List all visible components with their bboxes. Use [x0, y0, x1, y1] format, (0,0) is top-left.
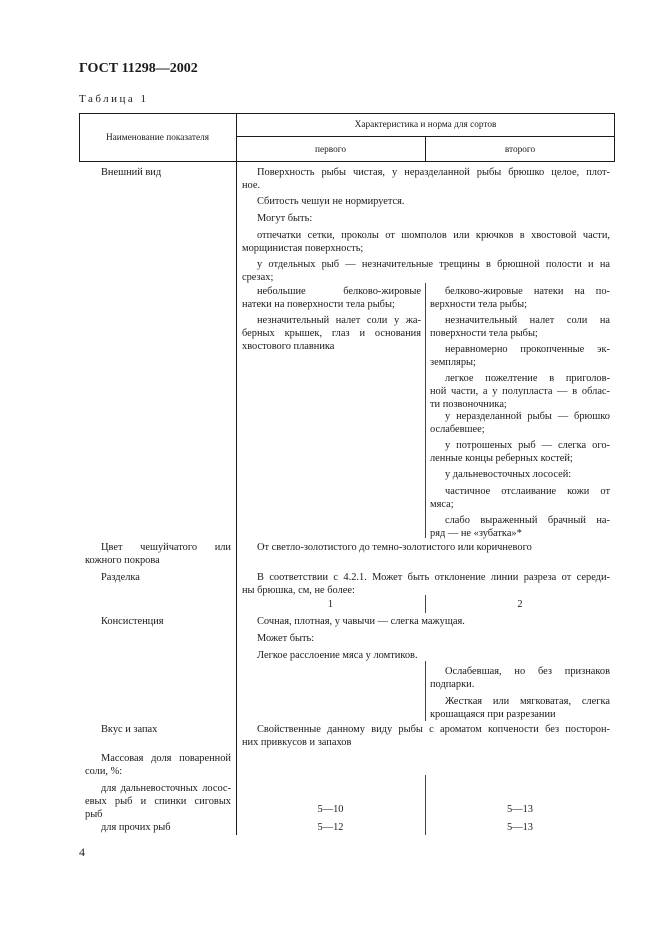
cutting-second-grade: 2	[517, 599, 523, 610]
column-header-characteristic: Характеристика и норма для сортов	[354, 120, 497, 130]
consistency-second-grade: Ослабевшая, но без признаков	[445, 666, 610, 677]
appearance-text: у отдельных рыб — незначительные трещины в брюшной полости и на	[257, 259, 610, 270]
cutting-value: ны брюшка, см, не более:	[242, 585, 355, 596]
second-grade-text: верхности тела рыбы;	[430, 299, 528, 310]
second-grade-text: ослабевшее;	[430, 424, 485, 435]
salt-first-grade-value: 5—12	[317, 822, 344, 833]
row-label-taste: Вкус и запах	[101, 724, 158, 735]
first-grade-text: небольшие белково-жировые	[257, 286, 421, 297]
row-label-color: кожного покрова	[85, 555, 160, 566]
appearance-text: отпечатки сетки, проколы от шомполов или крючков в хвостовой части,	[257, 230, 610, 241]
table-caption: Таблица 1	[79, 93, 149, 105]
second-grade-text: ной части, а у полупласта — в облас-	[430, 386, 610, 397]
color-value: От светло-золотистого до темно-золотистого или коричневого	[257, 542, 532, 553]
appearance-text: срезах;	[242, 272, 274, 283]
second-grade-text: частичное отслаивание кожи от	[445, 486, 610, 497]
specification-table	[79, 113, 615, 835]
page-number: 4	[79, 845, 85, 859]
second-grade-text: поверхности тела рыбы;	[430, 328, 538, 339]
salt-row-label: для прочих рыб	[101, 822, 171, 833]
document-title: ГОСТ 11298—2002	[79, 61, 198, 76]
first-grade-text: натеки на поверхности тела рыбы;	[242, 299, 395, 310]
consistency-second-grade: подпарки.	[430, 679, 475, 690]
salt-row-label: для дальневосточных лосос-	[101, 783, 231, 794]
second-grade-text: ряд — не «зубатка»*	[430, 528, 522, 539]
consistency-second-grade: крошащаяся при разрезании	[430, 709, 556, 720]
taste-value: Свойственные данному виду рыбы с ароматом копчености без посторон-	[257, 724, 610, 735]
row-label-salt: Массовая доля поваренной	[101, 753, 231, 764]
salt-second-grade-value: 5—13	[507, 804, 533, 815]
column-header-indicator: Наименование показателя	[105, 133, 210, 143]
indicator-column-divider	[236, 113, 237, 835]
second-grade-text: у дальневосточных лососей:	[445, 469, 572, 480]
appearance-text: Поверхность рыбы чистая, у неразделанной рыбы брюшко целое, плот-	[257, 167, 610, 178]
consistency-value: Может быть:	[257, 633, 315, 644]
second-grade-text: белково-жировые натеки на по-	[445, 286, 610, 297]
appearance-text: Сбитость чешуи не нормируется.	[257, 196, 405, 207]
header-bottom-border	[79, 161, 615, 162]
grade-divider-appearance	[425, 283, 426, 538]
salt-row-label: евых рыб и спинки сиговых	[85, 796, 231, 807]
row-label-color: Цвет чешуйчатого или	[101, 542, 231, 553]
second-grade-text: неравномерно прокопченные эк-	[445, 344, 610, 355]
salt-second-grade-value: 5—13	[507, 822, 533, 833]
second-grade-text: незначительный налет соли на	[445, 315, 610, 326]
salt-first-grade-value: 5—10	[317, 804, 344, 815]
cutting-first-grade: 1	[327, 599, 334, 610]
salt-row-label: рыб	[85, 809, 103, 820]
second-grade-text: у неразделанной рыбы — брюшко	[445, 411, 610, 422]
first-grade-text: хвостового плавника	[242, 341, 335, 352]
table-top-border	[79, 113, 615, 114]
second-grade-text: у потрошеных рыб — слегка ого-	[445, 440, 610, 451]
appearance-text: Могут быть:	[257, 213, 313, 224]
consistency-value: Сочная, плотная, у чавычи — слегка мажущая.	[257, 616, 465, 627]
appearance-text: морщинистая поверхность;	[242, 243, 364, 254]
second-grade-text: мяса;	[430, 499, 454, 510]
second-grade-text: слабо выраженный брачный на-	[445, 515, 610, 526]
second-grade-text: ти позвоночника;	[430, 399, 507, 410]
column-header-second-grade: второго	[504, 145, 536, 155]
cutting-value: В соответствии с 4.2.1. Может быть отклонение линии разреза от середи-	[257, 572, 610, 583]
second-grade-text: ленные концы реберных костей;	[430, 453, 573, 464]
second-grade-text: земпляры;	[430, 357, 476, 368]
appearance-text: ное.	[242, 180, 261, 191]
row-label-consistency: Консистенция	[101, 616, 164, 627]
column-header-first-grade: первого	[315, 145, 346, 155]
row-label-appearance: Внешний вид	[101, 167, 162, 178]
second-grade-text: легкое пожелтение в приголов-	[445, 373, 610, 384]
row-label-salt: соли, %:	[85, 766, 123, 777]
first-grade-text: берных крышек, глаз и основания	[242, 328, 421, 339]
taste-value: них привкусов и запахов	[242, 737, 352, 748]
grade-divider-consistency	[425, 661, 426, 721]
first-grade-text: незначительный налет соли у жа-	[257, 315, 421, 326]
consistency-value: Легкое расслоение мяса у ломтиков.	[257, 650, 418, 661]
consistency-second-grade: Жесткая или мягковатая, слегка	[445, 696, 610, 707]
row-label-cutting: Разделка	[101, 572, 140, 583]
